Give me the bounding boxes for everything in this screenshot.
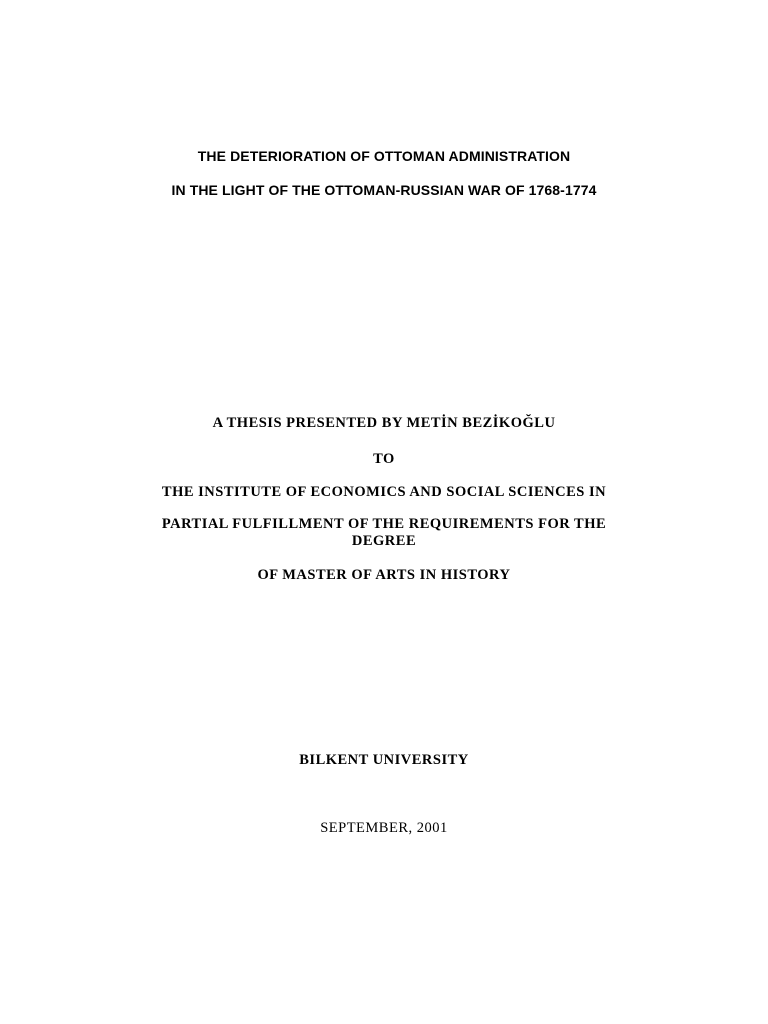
- presented-by-line: A THESIS PRESENTED BY METİN BEZİKOĞLU: [212, 415, 556, 431]
- degree-line: OF MASTER OF ARTS IN HISTORY: [257, 567, 511, 583]
- to-line: TO: [373, 451, 395, 467]
- fulfillment-line: PARTIAL FULFILLMENT OF THE REQUIREMENTS FOR THE DEGREE: [161, 516, 607, 549]
- university-name: BILKENT UNIVERSITY: [299, 752, 469, 768]
- submission-date: SEPTEMBER, 2001: [320, 820, 448, 836]
- thesis-title-line-2: IN THE LIGHT OF THE OTTOMAN-RUSSIAN WAR OF 1768-1774: [171, 182, 597, 198]
- thesis-title-line-1: THE DETERIORATION OF OTTOMAN ADMINISTRATION: [197, 148, 571, 164]
- institute-line: THE INSTITUTE OF ECONOMICS AND SOCIAL SCIENCES IN: [161, 484, 607, 500]
